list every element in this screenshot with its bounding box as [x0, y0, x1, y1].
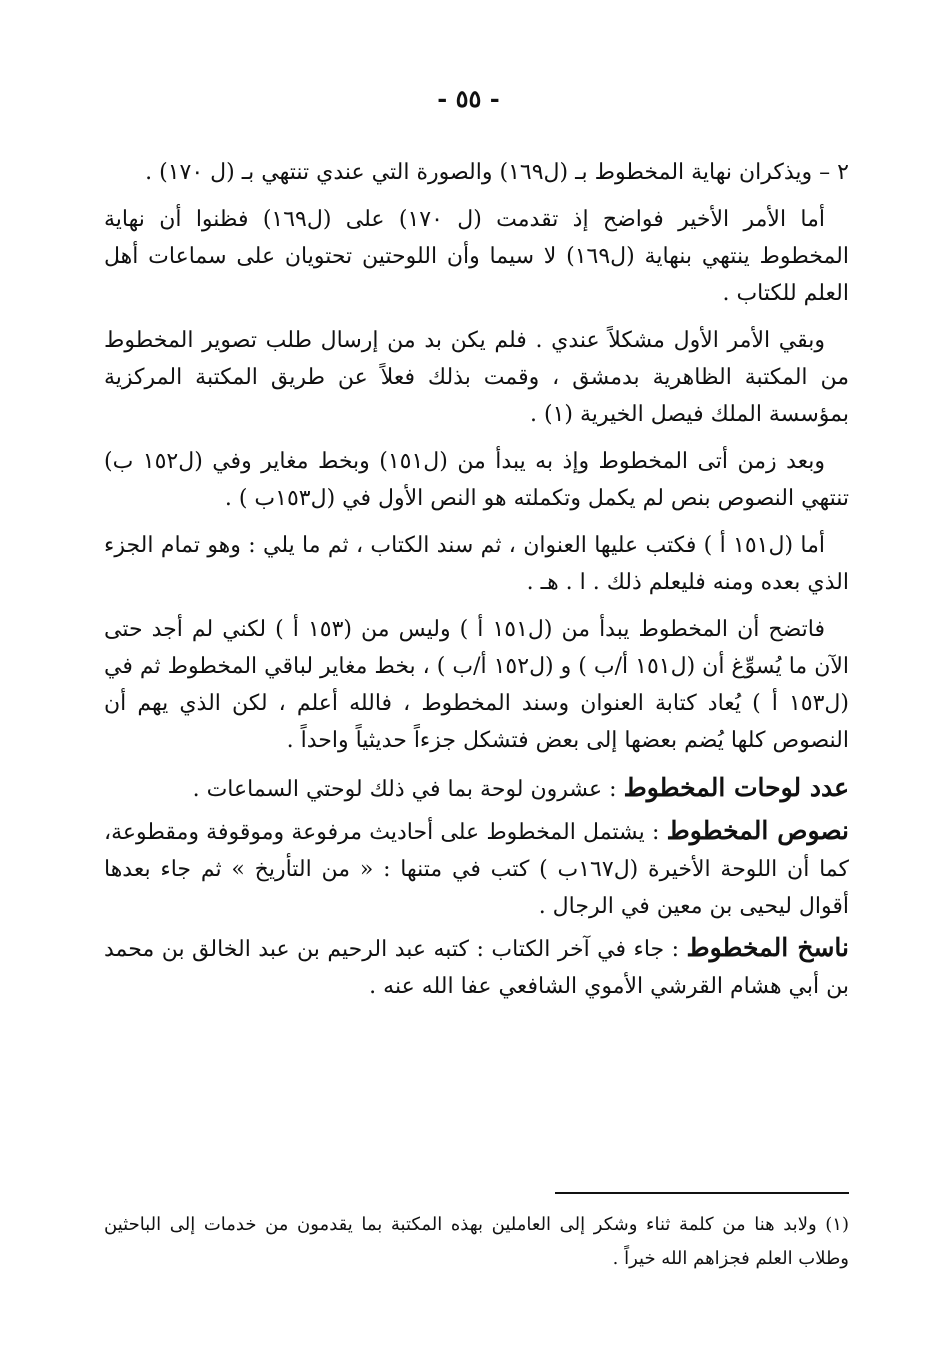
- section-manuscript-plates: [104, 769, 849, 808]
- section-manuscript-copyist: [104, 929, 849, 1005]
- section-text: : يشتمل المخطوط على أحاديث مرفوعة وموقوفة ومقطوعة، كما أن اللوحة الأخيرة (ل١٦٧ب ) كتب في متنها : « من التأريخ » ثم جاء بعدها أقوال ليحيى بن معين في الرجال .: [104, 820, 850, 919]
- paragraph-2: أما الأمر الأخير فواضح إذ تقدمت (ل ١٧٠) على (ل١٦٩) فظنوا أن نهاية المخطوط ينتهي بنهاية (ل١٦٩) لا سيما وأن اللوحتين تحتويان على سماعات أهل العلم للكتاب .: [104, 207, 849, 306]
- section-heading: عدد لوحات المخطوط: [623, 773, 849, 802]
- section-text: : جاء في آخر الكتاب : كتبه عبد الرحيم بن عبد الخالق بن محمد بن أبي هشام القرشي الأموي الشافعي عفا الله عنه .: [104, 937, 849, 999]
- paragraph-1: ٢ – ويذكران نهاية المخطوط بـ (ل١٦٩) والصورة التي عندي تنتهي بـ (ل ١٧٠) .: [145, 160, 849, 185]
- footnote-1: (١) ولابد هنا من كلمة ثناء وشكر إلى العاملين بهذه المكتبة بما يقدمون من خدمات إلى الباحثين وطلاب العلم فجزاهم الله خيراً .: [104, 1214, 849, 1269]
- section-manuscript-texts: [104, 812, 849, 925]
- section-heading: ناسخ المخطوط: [686, 933, 850, 962]
- body-text: [104, 154, 849, 1009]
- page-number: - ٥٥ -: [437, 84, 500, 113]
- section-text: : عشرون لوحة بما في ذلك لوحتي السماعات .: [192, 777, 624, 802]
- paragraph-4: وبعد زمن أتى المخطوط وإذ به يبدأ من (ل١٥١) وبخط مغاير وفي (ل١٥٢ ب) تنتهي النصوص بنص لم يكمل وتكملته هو النص الأول في (ل١٥٣ب ) .: [104, 449, 849, 511]
- footnote-divider: [555, 1192, 849, 1194]
- paragraph-3: وبقي الأمر الأول مشكلاً عندي . فلم يكن بد من إرسال طلب تصوير المخطوط من المكتبة الظاهرية بدمشق ، وقمت بذلك فعلاً عن طريق المكتبة المركزية بمؤسسة الملك فيصل الخيرية (١) .: [104, 328, 849, 427]
- paragraph-5: أما (ل١٥١ أ ) فكتب عليها العنوان ، ثم سند الكتاب ، ثم ما يلي : وهو تمام الجزء الذي بعده ومنه فليعلم ذلك . ا . هـ .: [104, 533, 849, 595]
- footnotes: [104, 1208, 849, 1276]
- section-heading: نصوص المخطوط: [666, 816, 849, 845]
- paragraph-6: فاتضح أن المخطوط يبدأ من (ل١٥١ أ ) وليس من (١٥٣ أ ) لكني لم أجد حتى الآن ما يُسوِّغ أن (ل١٥١ أ/ب ) و (ل١٥٢ أ/ب ) ، بخط مغاير لباقي المخطوط ثم في (ل١٥٣ أ ) يُعاد كتابة العنوان وسند المخطوط ، فالله أعلم ، لكن الذي يهم أن النصوص كلها يُضم بعضها إلى بعض فتشكل جزءاً حديثياً واحداً .: [104, 617, 850, 753]
